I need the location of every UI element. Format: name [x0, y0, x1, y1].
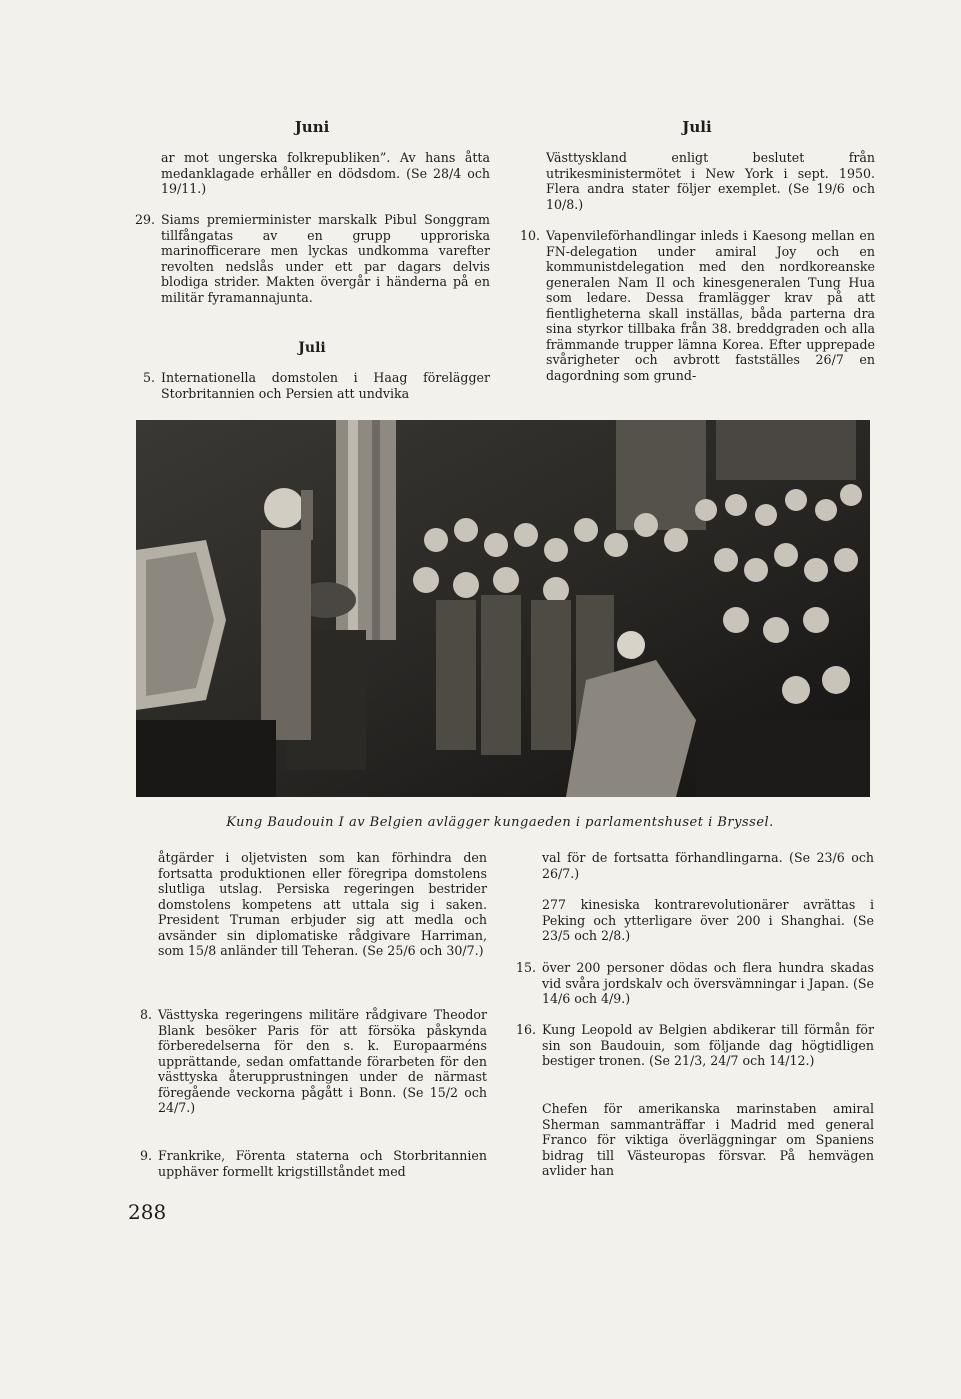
entry-june-29: 29. Siams premierminister marskalk Pibul Songgram tillfångatas av en grupp upproriska marinofficerare men lyckas undkomma varefter revolten nedslås under ett par dagars delvis blodiga strider. Makten övergår i händerna på en militär fyramannajunta. — [161, 212, 490, 305]
entry-july-continued: Västtyskland enligt beslutet från utrikesministermötet i New York i sept. 1950. Flera andra stater följer exemplet. (Se 19/6 och 10/8.) — [546, 150, 875, 212]
entry-july-16: 16. Kung Leopold av Belgien abdikerar till förmån för sin son Baudouin, som följande dag högtidligen bestiger tronen. (Se 21/3, 24/7 och 14/12.) — [542, 1022, 874, 1069]
entry-june-continued: ar mot ungerska folkrepubliken”. Av hans åtta medanklagade erhåller en dödsdom. (Se 28/4 och 19/11.) — [161, 150, 490, 196]
entry-july-10: 10. Vapenvileförhandlingar inleds i Kaesong mellan en FN-delegation under amiral Joy och en kommunistdelegation med den nordkoreanske generalen Nam Il och kinesgeneralen Tung Hua som ledare. Dessa framlägger krav på att fientligheterna skall inställas, båda parterna dra sina styrkor tillbaka från 38. breddgraden och alla främmande trupper lämna Korea. Efter upprepade svårigheter och avbrott fastställes 26/7 en dagordning som grund- — [546, 228, 875, 383]
left-column-heading: Juni — [294, 118, 330, 136]
entry-july-5: 5. Internationella domstolen i Haag förelägger Storbritannien och Persien att undvika — [161, 370, 490, 401]
entry-number: 5. — [142, 370, 155, 385]
entry-number: 29. — [134, 212, 155, 227]
entry-july-8: 8. Västtyska regeringens militäre rådgivare Theodor Blank besöker Paris för att försöka påskynda förberedelserna för den s. k. Europaarméns upprättande, sedan omfattande förarbeten för den västtyska återupprustningen under de närmast föregående veckorna pågått i Bonn. (Se 15/2 och 24/7.) — [158, 1007, 487, 1116]
coronation-photo — [136, 420, 870, 797]
entry-july-5-continued: åtgärder i oljetvisten som kan förhindra den fortsatta produktionen eller föregripa domstolens slutliga utslag. Persiska regeringen bestrider domstolens kompetens att uttala sig i saken. President Truman erbjuder sig att medla och avsänder sin diplomatiske rådgivare Harriman, som 15/8 anländer till Teheran. (Se 25/6 och 30/7.) — [158, 850, 487, 958]
entry-number: 16. — [515, 1022, 536, 1037]
entry-sherman: Chefen för amerikanska marinstaben amiral Sherman sammanträffar i Madrid med general Franco för viktiga överläggningar om Spaniens bidrag till Västeuropas försvar. På hemvägen avlider han — [542, 1101, 874, 1178]
right-column-heading: Juli — [682, 118, 712, 136]
entry-july-9: 9. Frankrike, Förenta staterna och Storbritannien upphäver formellt krigstillståndet med — [158, 1148, 487, 1179]
page-number: 288 — [128, 1200, 167, 1224]
photo-caption: Kung Baudouin I av Belgien avlägger kungaeden i parlamentshuset i Bryssel. — [226, 815, 774, 830]
entry-number: 15. — [515, 960, 536, 975]
entry-executions: 277 kinesiska kontrarevolutionärer avrättas i Peking och ytterligare över 200 i Shanghai. (Se 23/5 och 2/8.) — [542, 897, 874, 943]
entry-july-10-continued: val för de fortsatta förhandlingarna. (Se 23/6 och 26/7.) — [542, 850, 874, 881]
entry-number: 8. — [139, 1007, 152, 1022]
entry-number: 10. — [519, 228, 540, 243]
entry-july-15: 15. över 200 personer dödas och flera hundra skadas vid svåra jordskalv och översvämningar i Japan. (Se 14/6 och 4/9.) — [542, 960, 874, 1007]
entry-number: 9. — [139, 1148, 152, 1163]
photo-illustration — [136, 420, 870, 797]
left-subheading-juli: Juli — [298, 340, 326, 356]
